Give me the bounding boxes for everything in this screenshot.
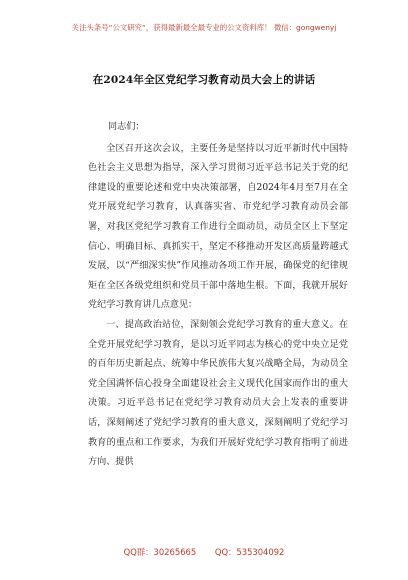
- header-banner: 关注头条号“公文研究”，获得最新最全最专业的公文资料库！ 微信：gongwenyj: [71, 23, 337, 32]
- document-body: [88, 118, 348, 473]
- footer-qq-group: QQ群：30265665: [123, 547, 197, 557]
- document-title: 在2024年全区党纪学习教育动员大会上的讲话: [92, 74, 316, 86]
- paragraph-2: 一、提高政治站位，深刻领会党纪学习教育的重大意义。在全党开展党纪学习教育，是以习近平同志为核心的党中央立足党的百年历史新起点、统筹中华民族伟大复兴战略全局，为动员全党全国满怀信心投身全面建设社会主义现代化国家而作出的重大决策。习近平总书记在党纪学习教育动员大会上发表的重要讲话，深刻阐述了党纪学习教育的重大意义，深刻阐明了党纪学习教育的重点和工作要求，为我们开展好党纪学习教育指明了前进方向、提供: [88, 319, 348, 468]
- paragraph-1: 全区召开这次会议，主要任务是坚持以习近平新时代中国特色社会主义思想为指导，深入学习贯彻习近平总书记关于党的纪律建设的重要论述和党中央决策部署，自2024年4月至7月在全党开展党纪学习教育，认真落实省、市党纪学习教育动员会部署，对我区党纪学习教育工作进行全面动员，动员全区上下坚定信心、明确目标、真抓实干，坚定不移推动开发区高质量跨越式发展，以“严细深实快”作风推动各项工作开展，确保党的纪律规矩在全区各级党组织和党员干部中落地生根。下面，我就开展好党纪学习教育讲几点意见：: [88, 143, 348, 311]
- footer-contact: [0, 546, 408, 558]
- salutation: 同志们：: [108, 122, 145, 132]
- footer-qq-number: QQ：535304092: [214, 547, 285, 557]
